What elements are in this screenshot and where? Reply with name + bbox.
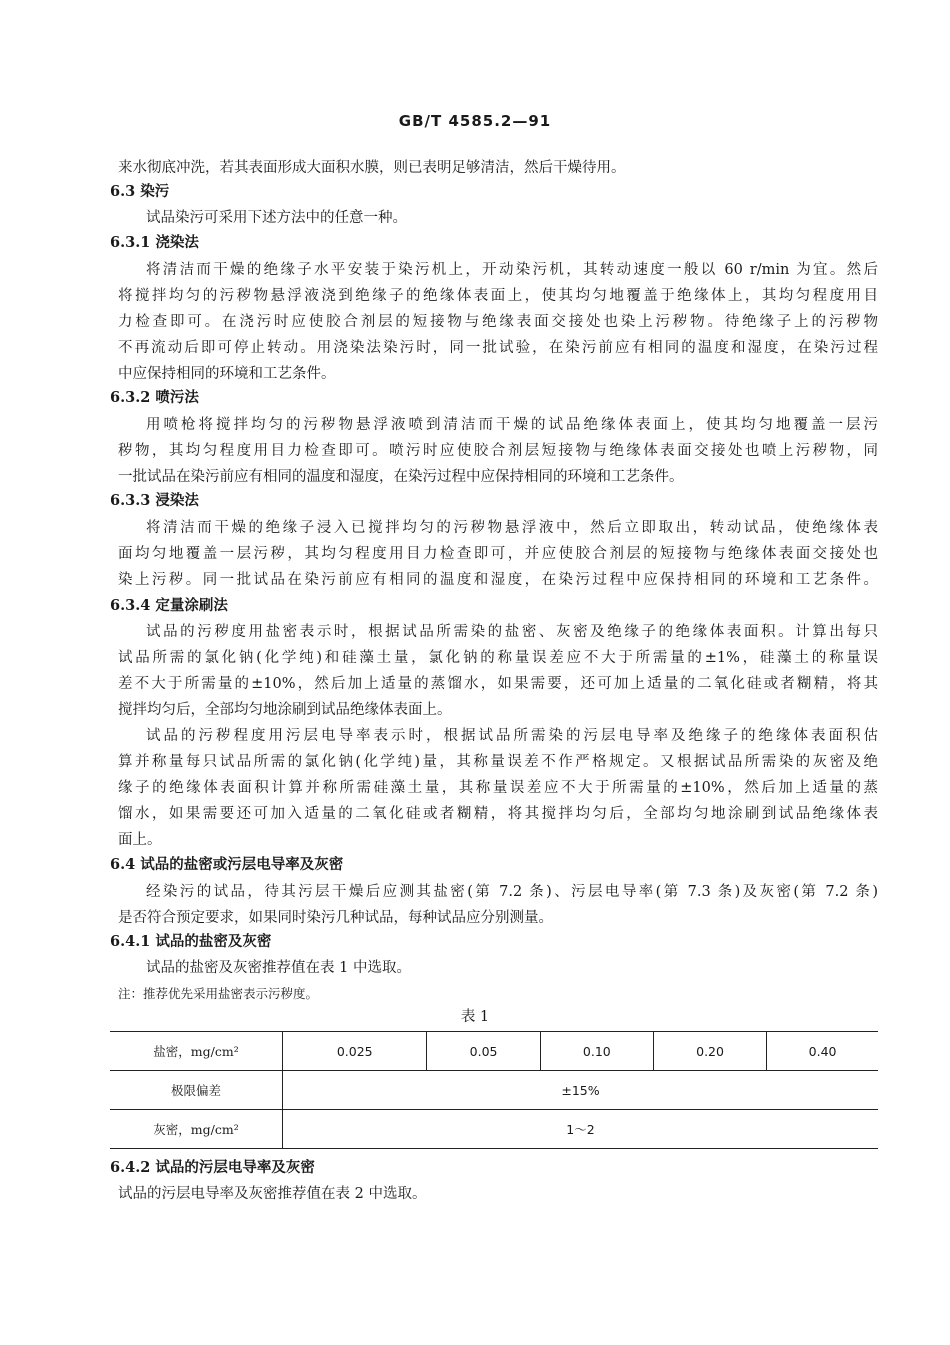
section-heading-6-3-4: 6.3.4 定量涂刷法 xyxy=(110,597,228,614)
paragraph-line: 试品的污秽程度用污层电导率表示时，根据试品所需染的污层电导率及绝缘子的绝缘体表面积估 xyxy=(146,728,878,744)
table-row xyxy=(110,1032,878,1071)
paragraph-line: 来水彻底冲洗，若其表面形成大面积水膜，则已表明足够清洁，然后干燥待用。 xyxy=(118,160,626,176)
paragraph-line: 将清洁而干燥的绝缘子浸入已搅拌均匀的污秽物悬浮液中，然后立即取出，转动试品，使绝缘体表 xyxy=(146,520,878,536)
section-heading-6-4: 6.4 试品的盐密或污层电导率及灰密 xyxy=(110,856,344,873)
table-note: 注：推荐优先采用盐密表示污秽度。 xyxy=(118,986,319,1001)
paragraph-line: 搅拌均匀后，全部均匀地涂刷到试品绝缘体表面上。 xyxy=(118,702,452,718)
paragraph-line: 试品染污可采用下述方法中的任意一种。 xyxy=(146,210,407,226)
paragraph-line: 面上。 xyxy=(118,832,162,848)
table-cell: 0.20 xyxy=(653,1032,766,1071)
table-row xyxy=(110,1071,878,1110)
table-cell: 0.025 xyxy=(283,1032,427,1071)
section-heading-6-4-2: 6.4.2 试品的污层电导率及灰密 xyxy=(110,1159,315,1176)
paragraph-line: 将清洁而干燥的绝缘子水平安装于染污机上，开动染污机，其转动速度一般以 60 r/min 为宜。然后 xyxy=(146,262,878,278)
section-heading-6-3-1: 6.3.1 浇染法 xyxy=(110,234,199,251)
paragraph-line: 试品所需的氯化钠(化学纯)和硅藻土量，氯化钠的称量误差应不大于所需量的±1%，硅藻土的称量误 xyxy=(118,650,878,666)
row-label-salt-density: 盐密，mg/cm² xyxy=(110,1032,283,1071)
table-cell: 0.40 xyxy=(767,1032,878,1071)
paragraph-line: 力检查即可。在浇污时应使胶合剂层的短接物与绝缘表面交接处也染上污秽物。待绝缘子上的污秽物 xyxy=(118,314,878,330)
paragraph-line: 算并称量每只试品所需的氯化钠(化学纯)量，其称量误差不作严格规定。又根据试品所需染的灰密及绝 xyxy=(118,754,878,770)
paragraph-line: 是否符合预定要求，如果同时染污几种试品，每种试品应分别测量。 xyxy=(118,910,553,926)
table-cell: 1～2 xyxy=(283,1110,879,1149)
table-cell: ±15% xyxy=(283,1071,879,1110)
paragraph-line: 秽物，其均匀程度用目力检查即可。喷污时应使胶合剂层短接物与绝缘体表面交接处也喷上污秽物，同 xyxy=(118,443,878,459)
table-row xyxy=(110,1110,878,1149)
paragraph-line: 试品的盐密及灰密推荐值在表 1 中选取。 xyxy=(146,960,411,976)
page-header: GB/T 4585.2—91 xyxy=(398,112,552,130)
table-cell: 0.05 xyxy=(427,1032,540,1071)
paragraph-line: 染上污秽。同一批试品在染污前应有相同的温度和湿度，在染污过程中应保持相同的环境和工艺条件。 xyxy=(118,572,878,588)
paragraph-line: 用喷枪将搅拌均匀的污秽物悬浮液喷到清洁而干燥的试品绝缘体表面上，使其均匀地覆盖一层污 xyxy=(146,417,878,433)
table-caption: 表 1 xyxy=(460,1009,490,1025)
paragraph-line: 面均匀地覆盖一层污秽，其均匀程度用目力检查即可，并应使胶合剂层的短接物与绝缘体表面交接处也 xyxy=(118,546,878,562)
table-1 xyxy=(110,1031,878,1149)
paragraph-line: 一批试品在染污前应有相同的温度和湿度，在染污过程中应保持相同的环境和工艺条件。 xyxy=(118,469,684,485)
paragraph-line: 差不大于所需量的±10%，然后加上适量的蒸馏水，如果需要，还可加上适量的二氧化硅或者糊精，将其 xyxy=(118,676,878,692)
row-label-ash-density: 灰密，mg/cm² xyxy=(110,1110,283,1149)
paragraph-line: 中应保持相同的环境和工艺条件。 xyxy=(118,366,336,382)
paragraph-line: 试品的污秽度用盐密表示时，根据试品所需染的盐密、灰密及绝缘子的绝缘体表面积。计算出每只 xyxy=(146,624,878,640)
paragraph-line: 不再流动后即可停止转动。用浇染法染污时，同一批试验，在染污前应有相同的温度和湿度，在染污过程 xyxy=(118,340,878,356)
paragraph-line: 缘子的绝缘体表面积计算并称所需硅藻土量，其称量误差应不大于所需量的±10%，然后加上适量的蒸 xyxy=(118,780,878,796)
table-cell: 0.10 xyxy=(540,1032,653,1071)
section-heading-6-3-2: 6.3.2 喷污法 xyxy=(110,389,199,406)
row-label-tolerance: 极限偏差 xyxy=(110,1071,283,1110)
paragraph-line: 将搅拌均匀的污秽物悬浮液浇到绝缘子的绝缘体表面上，使其均匀地覆盖于绝缘体上，其均匀程度用目 xyxy=(118,288,878,304)
paragraph-line: 馏水，如果需要还可加入适量的二氧化硅或者糊精，将其搅拌均匀后，全部均匀地涂刷到试品绝缘体表 xyxy=(118,806,878,822)
paragraph-line: 经染污的试品，待其污层干燥后应测其盐密(第 7.2 条)、污层电导率(第 7.3 条)及灰密(第 7.2 条) xyxy=(146,884,878,900)
section-heading-6-3-3: 6.3.3 浸染法 xyxy=(110,492,199,509)
section-heading-6-3: 6.3 染污 xyxy=(110,183,170,200)
section-heading-6-4-1: 6.4.1 试品的盐密及灰密 xyxy=(110,933,272,950)
paragraph-line: 试品的污层电导率及灰密推荐值在表 2 中选取。 xyxy=(118,1186,427,1202)
